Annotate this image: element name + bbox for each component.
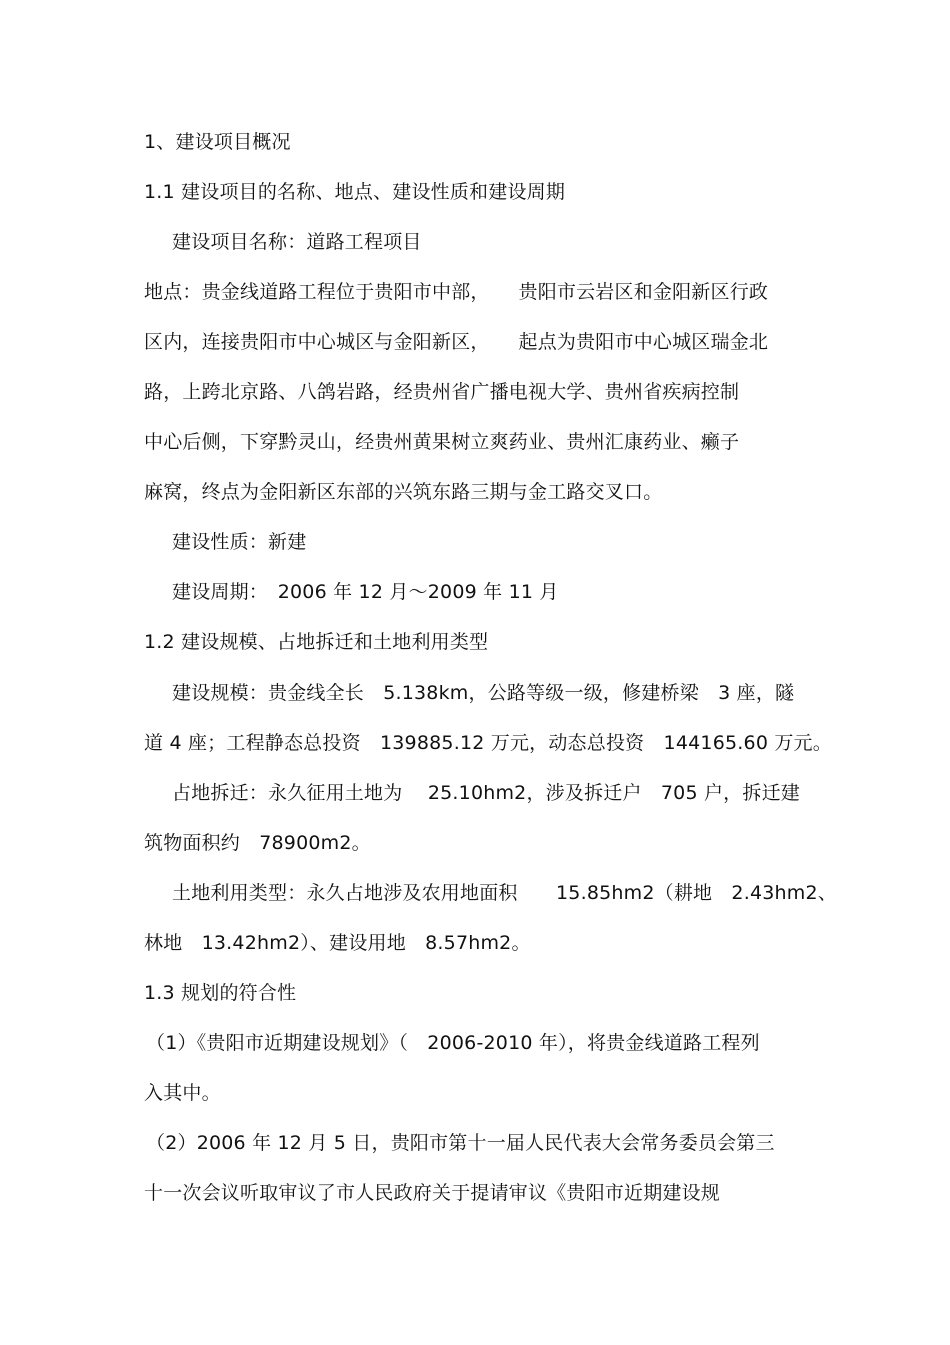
- land-acquisition-line-2: 筑物面积约 78900m2。: [144, 832, 371, 854]
- land-acquisition-line-1: 占地拆迁：永久征用土地为 25.10hm2，涉及拆迁户 705 户，拆迁建: [172, 782, 800, 804]
- land-use-line-2: 林地 13.42hm2）、建设用地 8.57hm2。: [144, 932, 531, 954]
- project-name-line: 建设项目名称：道路工程项目: [172, 231, 422, 253]
- location-line-4: 中心后侧，下穿黔灵山，经贵州黄果树立爽药业、贵州汇康药业、癞子: [144, 431, 740, 453]
- land-use-line-1: 土地利用类型：永久占地涉及农用地面积 15.85hm2（耕地 2.43hm2、: [172, 882, 837, 904]
- location-line-2: 区内，连接贵阳市中心城区与金阳新区， 起点为贵阳市中心城区瑞金北: [144, 331, 769, 353]
- scale-line-1: 建设规模：贵金线全长 5.138km，公路等级一级，修建桥梁 3 座，隧: [172, 682, 795, 704]
- planning-item-2-line-1: （2）2006 年 12 月 5 日，贵阳市第十一届人民代表大会常务委员会第三: [146, 1132, 775, 1154]
- location-line-1: 地点：贵金线道路工程位于贵阳市中部， 贵阳市云岩区和金阳新区行政: [144, 281, 769, 303]
- planning-item-2-line-2: 十一次会议听取审议了市人民政府关于提请审议《贵阳市近期建设规: [144, 1182, 721, 1204]
- subsection-heading-1-1: 1.1 建设项目的名称、地点、建设性质和建设周期: [144, 181, 566, 203]
- scale-line-2: 道 4 座；工程静态总投资 139885.12 万元，动态总投资 144165.60 万元。: [144, 732, 832, 754]
- location-line-3: 路，上跨北京路、八鸽岩路，经贵州省广播电视大学、贵州省疾病控制: [144, 381, 740, 403]
- construction-period-line: 建设周期： 2006 年 12 月～2009 年 11 月: [172, 581, 559, 603]
- section-heading-1: 1、建设项目概况: [144, 131, 291, 153]
- location-line-5: 麻窝，终点为金阳新区东部的兴筑东路三期与金工路交叉口。: [144, 481, 663, 503]
- construction-nature-line: 建设性质：新建: [172, 531, 307, 553]
- subsection-heading-1-3: 1.3 规划的符合性: [144, 982, 297, 1004]
- subsection-heading-1-2: 1.2 建设规模、占地拆迁和土地利用类型: [144, 631, 489, 653]
- planning-item-1-line-1: （1）《贵阳市近期建设规划》（ 2006-2010 年），将贵金线道路工程列: [146, 1032, 760, 1054]
- planning-item-1-line-2: 入其中。: [144, 1082, 221, 1104]
